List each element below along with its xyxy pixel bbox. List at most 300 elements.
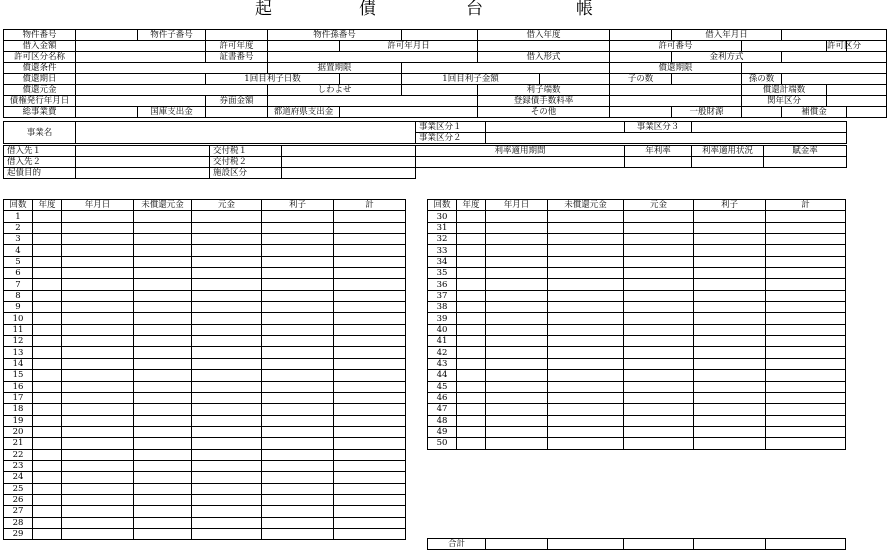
field-project-name[interactable]	[76, 122, 416, 144]
cell-total[interactable]	[334, 528, 406, 539]
cell-interest[interactable]	[694, 290, 766, 301]
cell-principal[interactable]	[192, 313, 262, 324]
cell-interest[interactable]	[694, 222, 766, 233]
cell-date[interactable]	[486, 336, 548, 347]
cell-interest[interactable]	[694, 279, 766, 290]
cell-unredeemed[interactable]	[548, 370, 624, 381]
cell-principal[interactable]	[192, 256, 262, 267]
field-other[interactable]	[610, 107, 672, 118]
cell-year[interactable]	[457, 438, 486, 449]
cell-total[interactable]	[766, 392, 846, 403]
cell-year[interactable]	[33, 302, 62, 313]
cell-principal[interactable]	[192, 370, 262, 381]
cell-principal[interactable]	[192, 358, 262, 369]
cell-unredeemed[interactable]	[134, 517, 192, 528]
cell-year[interactable]	[457, 324, 486, 335]
field-property-grandchild-no[interactable]	[402, 30, 478, 41]
cell-date[interactable]	[486, 404, 548, 415]
field-borrow-date[interactable]	[782, 30, 887, 41]
field-permit-category-name[interactable]	[76, 52, 206, 63]
cell-total[interactable]	[766, 290, 846, 301]
cell-unredeemed[interactable]	[548, 302, 624, 313]
cell-principal[interactable]	[192, 426, 262, 437]
cell-interest[interactable]	[262, 472, 334, 483]
cell-principal[interactable]	[192, 472, 262, 483]
cell-total[interactable]	[334, 460, 406, 471]
cell-interest[interactable]	[262, 494, 334, 505]
cell-year[interactable]	[33, 392, 62, 403]
cell-principal[interactable]	[624, 415, 694, 426]
cell-date[interactable]	[486, 268, 548, 279]
cell-interest[interactable]	[694, 381, 766, 392]
cell-date[interactable]	[486, 426, 548, 437]
cell-principal[interactable]	[624, 234, 694, 245]
cell-year[interactable]	[33, 494, 62, 505]
cell-principal[interactable]	[192, 449, 262, 460]
cell-total[interactable]	[766, 234, 846, 245]
field-child-count[interactable]	[672, 74, 742, 85]
cell-year[interactable]	[457, 347, 486, 358]
cell-unredeemed[interactable]	[134, 415, 192, 426]
field-first-interest-amount[interactable]	[540, 74, 610, 85]
cell-total[interactable]	[334, 426, 406, 437]
cell-date[interactable]	[62, 222, 134, 233]
cell-interest[interactable]	[262, 528, 334, 539]
field-annual-rate[interactable]	[625, 157, 692, 168]
cell-date[interactable]	[62, 392, 134, 403]
cell-unredeemed[interactable]	[134, 302, 192, 313]
cell-unredeemed[interactable]	[134, 381, 192, 392]
cell-total[interactable]	[334, 415, 406, 426]
cell-principal[interactable]	[624, 370, 694, 381]
cell-total[interactable]	[334, 268, 406, 279]
cell-unredeemed[interactable]	[548, 256, 624, 267]
cell-year[interactable]	[457, 245, 486, 256]
cell-principal[interactable]	[192, 324, 262, 335]
cell-unredeemed[interactable]	[134, 245, 192, 256]
cell-principal[interactable]	[624, 358, 694, 369]
field-national-subsidy[interactable]	[206, 107, 268, 118]
cell-year[interactable]	[457, 404, 486, 415]
cell-year[interactable]	[457, 370, 486, 381]
cell-total[interactable]	[334, 517, 406, 528]
cell-year[interactable]	[33, 370, 62, 381]
cell-principal[interactable]	[192, 415, 262, 426]
cell-interest[interactable]	[262, 449, 334, 460]
cell-principal[interactable]	[624, 404, 694, 415]
field-certificate-no[interactable]	[268, 52, 478, 63]
cell-date[interactable]	[62, 302, 134, 313]
cell-interest[interactable]	[262, 506, 334, 517]
cell-interest[interactable]	[694, 245, 766, 256]
cell-unredeemed[interactable]	[548, 290, 624, 301]
cell-total[interactable]	[334, 336, 406, 347]
cell-interest[interactable]	[262, 483, 334, 494]
cell-total[interactable]	[766, 358, 846, 369]
cell-total[interactable]	[766, 404, 846, 415]
cell-unredeemed[interactable]	[548, 245, 624, 256]
cell-year[interactable]	[33, 472, 62, 483]
cell-year[interactable]	[33, 358, 62, 369]
cell-interest[interactable]	[262, 279, 334, 290]
cell-unredeemed[interactable]	[134, 494, 192, 505]
cell-total[interactable]	[766, 256, 846, 267]
cell-principal[interactable]	[192, 494, 262, 505]
cell-year[interactable]	[33, 279, 62, 290]
field-property-child-no[interactable]	[206, 30, 268, 41]
cell-unredeemed[interactable]	[134, 449, 192, 460]
cell-total[interactable]	[334, 211, 406, 222]
cell-date[interactable]	[486, 370, 548, 381]
cell-date[interactable]	[486, 256, 548, 267]
cell-total[interactable]	[766, 313, 846, 324]
cell-unredeemed[interactable]	[134, 426, 192, 437]
field-first-interest-days[interactable]	[340, 74, 402, 85]
field-repayment-principal[interactable]	[76, 85, 268, 96]
field-related-year-category[interactable]	[827, 96, 887, 107]
cell-unredeemed[interactable]	[134, 438, 192, 449]
cell-date[interactable]	[62, 234, 134, 245]
cell-principal[interactable]	[624, 347, 694, 358]
field-lender1[interactable]	[76, 146, 210, 157]
cell-total[interactable]	[334, 404, 406, 415]
cell-date[interactable]	[62, 472, 134, 483]
cell-year[interactable]	[33, 234, 62, 245]
cell-year[interactable]	[33, 404, 62, 415]
cell-interest[interactable]	[262, 347, 334, 358]
cell-unredeemed[interactable]	[134, 358, 192, 369]
cell-total[interactable]	[334, 381, 406, 392]
cell-date[interactable]	[62, 358, 134, 369]
field-prefecture-subsidy[interactable]	[340, 107, 478, 118]
field-tax2[interactable]	[282, 157, 416, 168]
field-project-cat1[interactable]	[486, 122, 625, 133]
cell-year[interactable]	[457, 279, 486, 290]
cell-date[interactable]	[62, 290, 134, 301]
cell-unredeemed[interactable]	[548, 268, 624, 279]
cell-principal[interactable]	[192, 381, 262, 392]
cell-interest[interactable]	[262, 324, 334, 335]
cell-interest[interactable]	[262, 370, 334, 381]
cell-unredeemed[interactable]	[134, 222, 192, 233]
cell-date[interactable]	[486, 234, 548, 245]
cell-principal[interactable]	[624, 381, 694, 392]
cell-date[interactable]	[486, 211, 548, 222]
cell-principal[interactable]	[192, 506, 262, 517]
cell-year[interactable]	[33, 268, 62, 279]
cell-year[interactable]	[457, 392, 486, 403]
cell-principal[interactable]	[192, 245, 262, 256]
cell-unredeemed[interactable]	[548, 404, 624, 415]
cell-date[interactable]	[486, 313, 548, 324]
cell-principal[interactable]	[624, 313, 694, 324]
cell-unredeemed[interactable]	[134, 313, 192, 324]
cell-principal[interactable]	[192, 211, 262, 222]
cell-total[interactable]	[766, 415, 846, 426]
cell-principal[interactable]	[624, 268, 694, 279]
cell-year[interactable]	[457, 256, 486, 267]
cell-unredeemed[interactable]	[134, 347, 192, 358]
field-property-no[interactable]	[76, 30, 138, 41]
cell-total[interactable]	[766, 211, 846, 222]
cell-date[interactable]	[62, 528, 134, 539]
cell-unredeemed[interactable]	[548, 426, 624, 437]
cell-year[interactable]	[457, 415, 486, 426]
cell-total[interactable]	[334, 234, 406, 245]
cell-total[interactable]	[766, 279, 846, 290]
cell-unredeemed[interactable]	[134, 268, 192, 279]
cell-unredeemed[interactable]	[134, 279, 192, 290]
cell-principal[interactable]	[192, 268, 262, 279]
cell-unredeemed[interactable]	[134, 460, 192, 471]
cell-unredeemed[interactable]	[548, 211, 624, 222]
cell-date[interactable]	[486, 222, 548, 233]
cell-total[interactable]	[766, 245, 846, 256]
cell-total[interactable]	[334, 222, 406, 233]
cell-date[interactable]	[486, 245, 548, 256]
field-general-funds[interactable]	[742, 107, 782, 118]
cell-principal[interactable]	[192, 302, 262, 313]
cell-unredeemed[interactable]	[134, 324, 192, 335]
cell-total[interactable]	[766, 347, 846, 358]
cell-date[interactable]	[62, 449, 134, 460]
cell-interest[interactable]	[694, 438, 766, 449]
cell-unredeemed[interactable]	[548, 392, 624, 403]
cell-interest[interactable]	[694, 392, 766, 403]
cell-principal[interactable]	[624, 290, 694, 301]
cell-unredeemed[interactable]	[548, 358, 624, 369]
cell-interest[interactable]	[694, 370, 766, 381]
cell-total[interactable]	[334, 472, 406, 483]
cell-year[interactable]	[33, 460, 62, 471]
cell-year[interactable]	[33, 438, 62, 449]
cell-interest[interactable]	[262, 245, 334, 256]
field-total-project-cost[interactable]	[76, 107, 138, 118]
field-rate-method[interactable]	[782, 52, 887, 63]
field-tax1[interactable]	[282, 146, 416, 157]
cell-principal[interactable]	[624, 324, 694, 335]
field-shiwayose[interactable]	[402, 85, 478, 96]
cell-unredeemed[interactable]	[548, 234, 624, 245]
field-repayment-fraction[interactable]	[827, 85, 887, 96]
cell-unredeemed[interactable]	[134, 234, 192, 245]
cell-date[interactable]	[486, 302, 548, 313]
field-borrow-form[interactable]	[610, 52, 672, 63]
cell-interest[interactable]	[262, 438, 334, 449]
cell-date[interactable]	[62, 415, 134, 426]
cell-date[interactable]	[62, 506, 134, 517]
cell-date[interactable]	[62, 517, 134, 528]
cell-total[interactable]	[334, 313, 406, 324]
cell-interest[interactable]	[694, 324, 766, 335]
cell-unredeemed[interactable]	[548, 324, 624, 335]
cell-date[interactable]	[486, 347, 548, 358]
cell-interest[interactable]	[262, 381, 334, 392]
field-grandchild-count[interactable]	[782, 74, 887, 85]
cell-principal[interactable]	[192, 222, 262, 233]
cell-interest[interactable]	[262, 222, 334, 233]
cell-total[interactable]	[334, 438, 406, 449]
cell-total[interactable]	[766, 426, 846, 437]
cell-interest[interactable]	[694, 313, 766, 324]
cell-date[interactable]	[486, 279, 548, 290]
cell-interest[interactable]	[262, 358, 334, 369]
cell-total[interactable]	[766, 268, 846, 279]
cell-principal[interactable]	[192, 279, 262, 290]
field-registration-fee-rate[interactable]	[610, 96, 742, 107]
field-lender2[interactable]	[76, 157, 210, 168]
cell-total[interactable]	[766, 370, 846, 381]
cell-year[interactable]	[33, 517, 62, 528]
cell-year[interactable]	[457, 381, 486, 392]
cell-principal[interactable]	[624, 222, 694, 233]
cell-interest[interactable]	[262, 404, 334, 415]
cell-total[interactable]	[766, 438, 846, 449]
cell-unredeemed[interactable]	[134, 290, 192, 301]
cell-date[interactable]	[62, 336, 134, 347]
field-rate-status[interactable]	[692, 157, 764, 168]
cell-total[interactable]	[766, 381, 846, 392]
cell-interest[interactable]	[262, 256, 334, 267]
cell-principal[interactable]	[624, 302, 694, 313]
cell-year[interactable]	[457, 268, 486, 279]
cell-year[interactable]	[457, 336, 486, 347]
cell-year[interactable]	[457, 313, 486, 324]
field-repayment-deadline[interactable]	[742, 63, 887, 74]
cell-unredeemed[interactable]	[134, 472, 192, 483]
cell-interest[interactable]	[694, 336, 766, 347]
field-rate-period[interactable]	[416, 157, 625, 168]
cell-date[interactable]	[486, 381, 548, 392]
cell-date[interactable]	[486, 415, 548, 426]
cell-year[interactable]	[457, 211, 486, 222]
cell-principal[interactable]	[624, 392, 694, 403]
cell-unredeemed[interactable]	[548, 381, 624, 392]
cell-date[interactable]	[62, 347, 134, 358]
field-facility[interactable]	[282, 168, 416, 179]
cell-year[interactable]	[33, 245, 62, 256]
cell-year[interactable]	[457, 290, 486, 301]
cell-principal[interactable]	[624, 256, 694, 267]
cell-interest[interactable]	[694, 302, 766, 313]
field-repayment-date[interactable]	[76, 74, 206, 85]
cell-year[interactable]	[33, 506, 62, 517]
cell-date[interactable]	[62, 404, 134, 415]
cell-total[interactable]	[334, 358, 406, 369]
cell-principal[interactable]	[624, 211, 694, 222]
cell-date[interactable]	[486, 392, 548, 403]
cell-principal[interactable]	[192, 392, 262, 403]
cell-year[interactable]	[33, 256, 62, 267]
cell-principal[interactable]	[192, 290, 262, 301]
cell-unredeemed[interactable]	[548, 347, 624, 358]
cell-interest[interactable]	[262, 234, 334, 245]
cell-date[interactable]	[62, 256, 134, 267]
cell-unredeemed[interactable]	[134, 256, 192, 267]
cell-principal[interactable]	[624, 279, 694, 290]
cell-unredeemed[interactable]	[134, 404, 192, 415]
cell-principal[interactable]	[624, 438, 694, 449]
cell-total[interactable]	[334, 302, 406, 313]
field-permit-date[interactable]	[478, 41, 610, 52]
cell-date[interactable]	[62, 460, 134, 471]
field-penalty-rate[interactable]	[764, 157, 847, 168]
cell-year[interactable]	[33, 381, 62, 392]
cell-interest[interactable]	[694, 404, 766, 415]
cell-unredeemed[interactable]	[548, 279, 624, 290]
cell-year[interactable]	[33, 528, 62, 539]
cell-date[interactable]	[62, 324, 134, 335]
cell-interest[interactable]	[694, 426, 766, 437]
cell-total[interactable]	[334, 279, 406, 290]
cell-unredeemed[interactable]	[134, 506, 192, 517]
cell-year[interactable]	[33, 211, 62, 222]
cell-unredeemed[interactable]	[548, 415, 624, 426]
cell-unredeemed[interactable]	[548, 336, 624, 347]
cell-year[interactable]	[457, 358, 486, 369]
cell-date[interactable]	[62, 245, 134, 256]
cell-interest[interactable]	[262, 336, 334, 347]
cell-interest[interactable]	[262, 517, 334, 528]
cell-total[interactable]	[334, 494, 406, 505]
cell-unredeemed[interactable]	[134, 528, 192, 539]
cell-total[interactable]	[334, 506, 406, 517]
field-interest-fraction[interactable]	[610, 85, 742, 96]
cell-total[interactable]	[334, 449, 406, 460]
cell-total[interactable]	[766, 302, 846, 313]
cell-interest[interactable]	[694, 358, 766, 369]
cell-interest[interactable]	[262, 268, 334, 279]
cell-date[interactable]	[486, 358, 548, 369]
cell-year[interactable]	[457, 234, 486, 245]
cell-year[interactable]	[33, 336, 62, 347]
cell-unredeemed[interactable]	[548, 438, 624, 449]
cell-unredeemed[interactable]	[134, 211, 192, 222]
cell-total[interactable]	[334, 256, 406, 267]
cell-unredeemed[interactable]	[548, 222, 624, 233]
cell-total[interactable]	[334, 370, 406, 381]
cell-principal[interactable]	[192, 517, 262, 528]
cell-year[interactable]	[33, 324, 62, 335]
cell-total[interactable]	[766, 222, 846, 233]
cell-year[interactable]	[33, 222, 62, 233]
cell-interest[interactable]	[694, 211, 766, 222]
cell-date[interactable]	[486, 324, 548, 335]
cell-total[interactable]	[334, 245, 406, 256]
cell-total[interactable]	[334, 324, 406, 335]
cell-total[interactable]	[334, 392, 406, 403]
cell-date[interactable]	[62, 313, 134, 324]
cell-interest[interactable]	[694, 256, 766, 267]
cell-principal[interactable]	[624, 245, 694, 256]
field-permit-no[interactable]	[742, 41, 827, 52]
cell-principal[interactable]	[192, 483, 262, 494]
cell-interest[interactable]	[262, 415, 334, 426]
cell-year[interactable]	[33, 313, 62, 324]
field-face-amount[interactable]	[268, 96, 478, 107]
cell-year[interactable]	[457, 302, 486, 313]
cell-year[interactable]	[33, 415, 62, 426]
cell-interest[interactable]	[262, 313, 334, 324]
cell-principal[interactable]	[192, 460, 262, 471]
field-compensation[interactable]	[847, 107, 887, 118]
cell-year[interactable]	[33, 449, 62, 460]
field-repayment-terms[interactable]	[76, 63, 268, 74]
cell-unredeemed[interactable]	[134, 370, 192, 381]
field-borrow-year[interactable]	[610, 30, 672, 41]
cell-total[interactable]	[334, 347, 406, 358]
cell-year[interactable]	[457, 222, 486, 233]
